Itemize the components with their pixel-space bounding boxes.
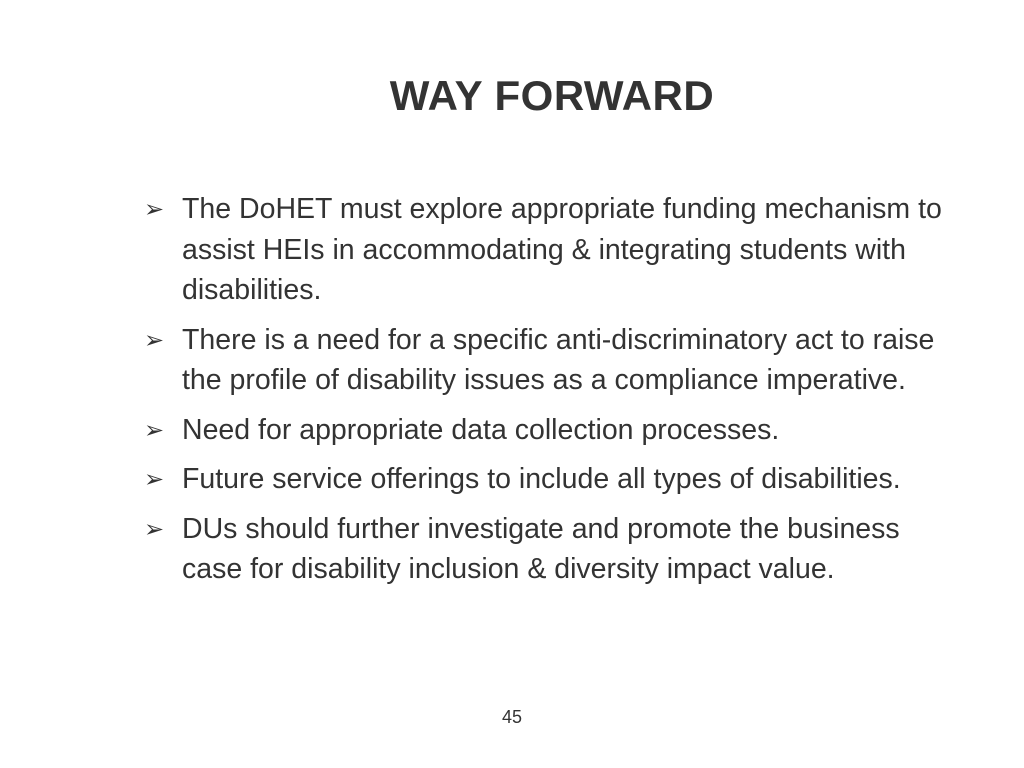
bullet-text: There is a need for a specific anti-discriminatory act to raise the profile of disability issues as a compliance imperative. — [182, 323, 935, 396]
arrow-bullet-icon: ➢ — [144, 325, 165, 354]
bullet-text: Future service offerings to include all types of disabilities. — [182, 463, 901, 495]
bullet-item — [143, 410, 943, 451]
bullet-item — [143, 320, 943, 401]
bullet-text: DUs should further investigate and promote the business case for disability inclusion & diversity impact value. — [182, 512, 900, 585]
bullet-item — [143, 509, 943, 590]
arrow-bullet-icon: ➢ — [144, 195, 165, 223]
page-number: 45 — [501, 707, 523, 727]
arrow-bullet-icon: ➢ — [144, 514, 165, 543]
arrow-bullet-icon: ➢ — [144, 415, 165, 444]
bullet-text: Need for appropriate data collection processes. — [182, 413, 780, 446]
slide-title: WAY FORWARD — [389, 72, 715, 119]
arrow-bullet-icon: ➢ — [144, 465, 165, 493]
bullet-text: The DoHET must explore appropriate funding mechanism to assist HEIs in accommodating & integrating students with disabilities. — [182, 193, 942, 306]
bullet-item — [143, 189, 943, 311]
bullet-item — [143, 459, 943, 500]
bullet-list — [143, 189, 943, 599]
